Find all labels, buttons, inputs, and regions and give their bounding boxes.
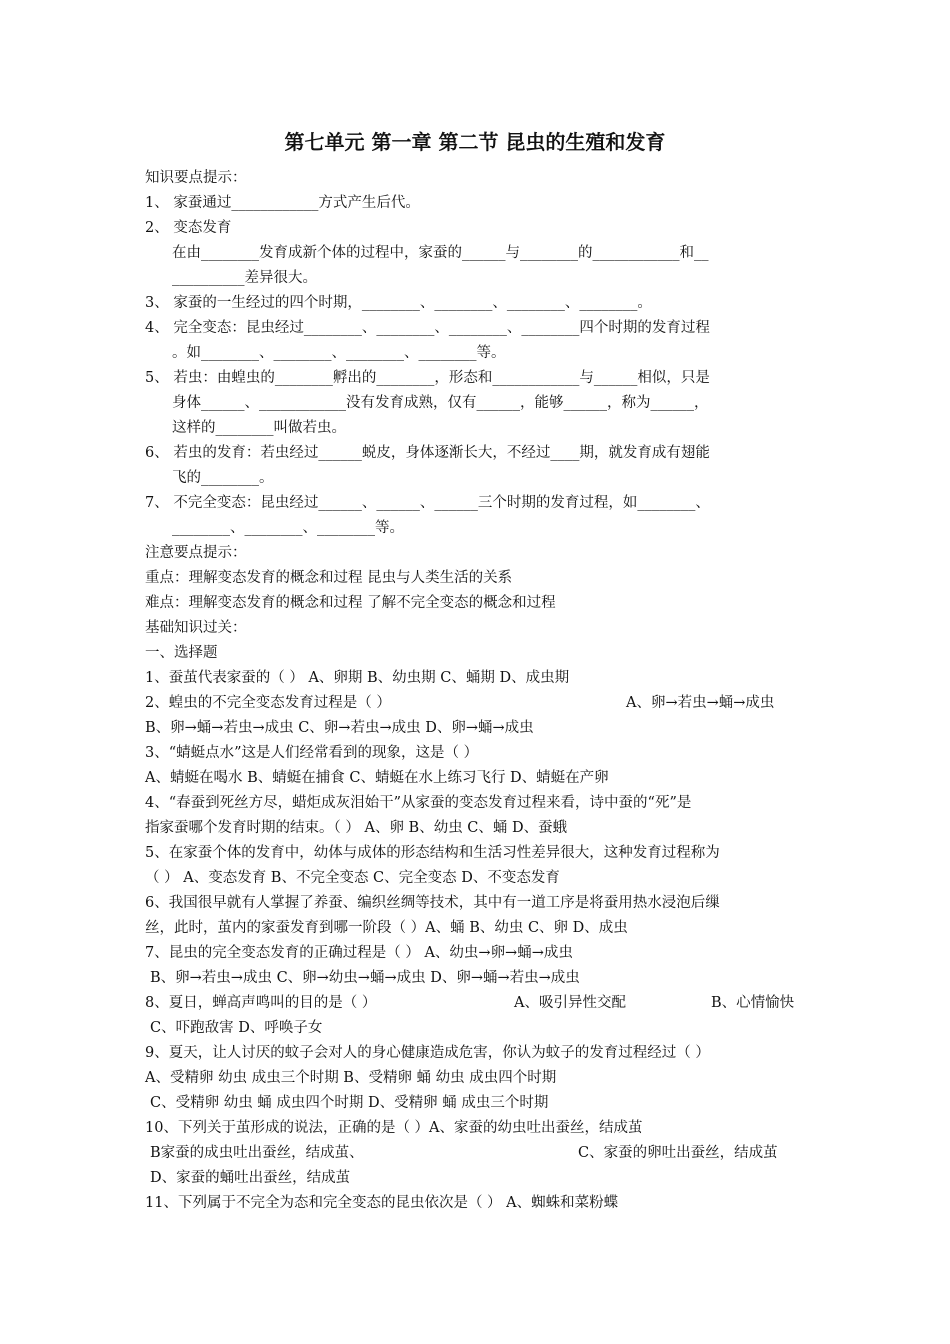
question-line: B、心情愉快 [711,995,795,1011]
knowledge-line: 在由________发育成新个体的过程中，家蚕的______与________的____________和__ [172,245,709,261]
knowledge-line: 1、 家蚕通过____________方式产生后代。 [145,195,420,211]
basics-heading: 基础知识过关： [145,620,247,636]
question-line: 9、夏天，让人讨厌的蚊子会对人的身心健康造成危害，你认为蚊子的发育过程经过（ ） [145,1045,710,1061]
question-line: A、卵→若虫→蛹→成虫 [626,695,775,711]
knowledge-line: 5、 若虫：由蝗虫的________孵出的________，形态和____________与______相似，只是 [145,370,710,386]
question-line: 2、蝗虫的不完全变态发育过程是（ ） [145,695,391,711]
question-line: 11、下列属于不完全为态和完全变态的昆虫依次是（ ） A、蜘蛛和菜粉蝶 [145,1195,619,1211]
knowledge-line: 飞的________。 [172,470,274,486]
question-line: 指家蚕哪个发育时期的结束。（ ） A、卵 B、幼虫 C、蛹 D、蚕蛾 [145,820,568,836]
knowledge-heading: 知识要点提示： [145,170,247,186]
question-line: 10、下列关于茧形成的说法，正确的是（ ）A、家蚕的幼虫吐出蚕丝，结成茧 [145,1120,643,1136]
question-line: 3、“蜻蜓点水”这是人们经常看到的现象，这是（ ） [145,745,479,761]
section-heading: 一、选择题 [145,645,218,661]
question-line: 6、我国很早就有人掌握了养蚕、编织丝绸等技术，其中有一道工序是将蚕用热水浸泡后缫 [145,895,720,911]
question-line: C、受精卵 幼虫 蛹 成虫四个时期 D、受精卵 蛹 成虫三个时期 [150,1095,549,1111]
knowledge-line: 。如________、________、________、________等。 [172,345,506,361]
knowledge-line: __________差异很大。 [172,270,317,286]
knowledge-line: 3、 家蚕的一生经过的四个时期，________、________、________、________。 [145,295,652,311]
question-line: 5、在家蚕个体的发育中，幼体与成体的形态结构和生活习性差异很大，这种发育过程称为 [145,845,720,861]
knowledge-line: 7、 不完全变态：昆虫经过______、______、______三个时期的发育过程，如________、 [145,495,710,511]
question-line: C、吓跑敌害 D、呼唤子女 [150,1020,323,1036]
question-line: 丝，此时，茧内的家蚕发育到哪一阶段（ ）A、蛹 B、幼虫 C、卵 D、成虫 [145,920,628,936]
knowledge-line: 这样的________叫做若虫。 [172,420,346,436]
question-line: 1、蚕茧代表家蚕的（ ） A、卵期 B、幼虫期 C、蛹期 D、成虫期 [145,670,570,686]
question-line: B家蚕的成虫吐出蚕丝，结成茧、 [150,1145,364,1161]
page-title: 第七单元 第一章 第二节 昆虫的生殖和发育 [284,130,666,154]
notes-heading: 注意要点提示： [145,545,247,561]
question-line: A、蜻蜓在喝水 B、蜻蜓在捕食 C、蜻蜓在水上练习飞行 D、蜻蜓在产卵 [145,770,609,786]
question-line: A、吸引异性交配 [514,995,626,1011]
key-point: 重点：理解变态发育的概念和过程 昆虫与人类生活的关系 [145,570,513,586]
knowledge-line: ________、________、________等。 [172,520,404,536]
question-line: B、卵→若虫→成虫 C、卵→幼虫→蛹→成虫 D、卵→蛹→若虫→成虫 [150,970,580,986]
question-line: （ ） A、变态发育 B、不完全变态 C、完全变态 D、不变态发育 [145,870,560,886]
knowledge-line: 身体______、____________没有发育成熟，仅有______，能够______，称为______， [172,395,709,411]
difficult-point: 难点：理解变态发育的概念和过程 了解不完全变态的概念和过程 [145,595,556,611]
question-line: 8、夏日，蝉高声鸣叫的目的是（ ） [145,995,377,1011]
knowledge-line: 2、 变态发育 [145,220,232,236]
question-line: 7、昆虫的完全变态发育的正确过程是（ ） A、幼虫→卵→蛹→成虫 [145,945,573,961]
knowledge-line: 4、 完全变态：昆虫经过________、________、________、________四个时期的发育过程 [145,320,710,336]
question-line: B、卵→蛹→若虫→成虫 C、卵→若虫→成虫 D、卵→蛹→成虫 [145,720,534,736]
question-line: C、家蚕的卵吐出蚕丝，结成茧 [578,1145,778,1161]
question-line: D、家蚕的蛹吐出蚕丝，结成茧 [150,1170,351,1186]
question-line: A、受精卵 幼虫 成虫三个时期 B、受精卵 蛹 幼虫 成虫四个时期 [145,1070,557,1086]
question-line: 4、“春蚕到死丝方尽，蜡炬成灰泪始干”从家蚕的变态发育过程来看，诗中蚕的“死”是 [145,795,692,811]
knowledge-line: 6、 若虫的发育：若虫经过______蜕皮，身体逐渐长大，不经过____期，就发育成有翅能 [145,445,710,461]
